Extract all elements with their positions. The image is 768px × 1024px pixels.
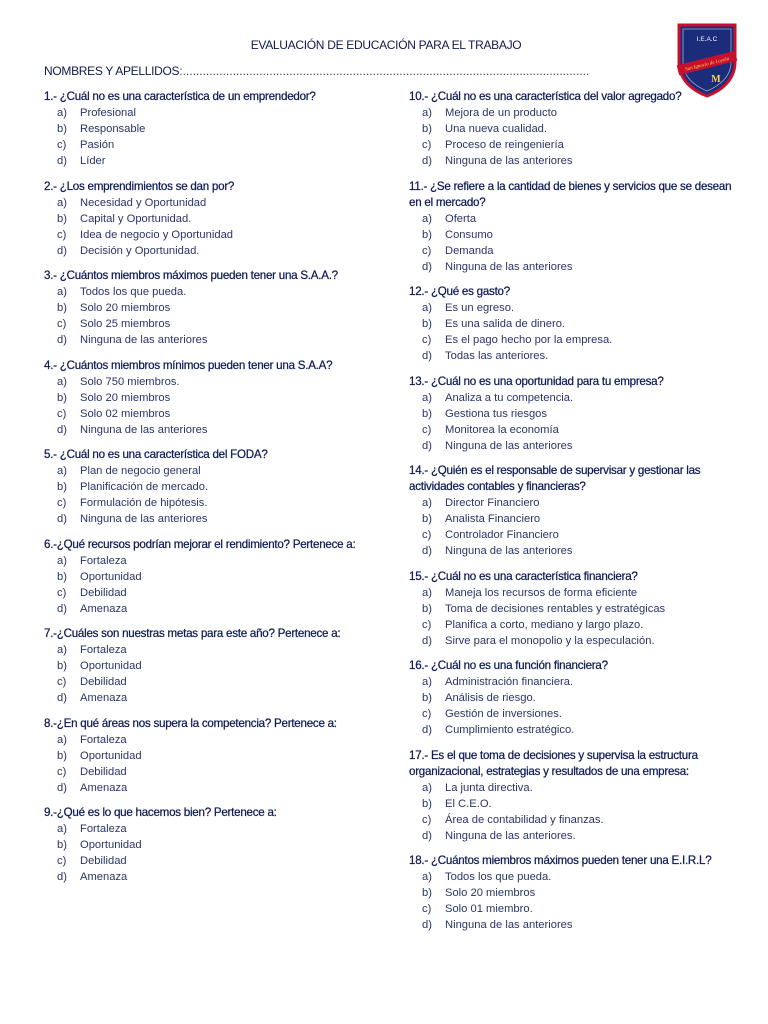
answer-option[interactable] bbox=[44, 869, 384, 885]
answer-option[interactable] bbox=[409, 543, 734, 559]
option-letter: c) bbox=[422, 423, 432, 436]
option-text: Fortaleza bbox=[80, 733, 127, 746]
answer-options bbox=[44, 821, 384, 885]
answer-option[interactable] bbox=[409, 227, 734, 243]
option-letter: b) bbox=[422, 692, 432, 704]
option-letter: c) bbox=[422, 903, 432, 915]
answer-option[interactable] bbox=[409, 585, 734, 601]
answer-option[interactable] bbox=[44, 137, 384, 153]
option-letter: d) bbox=[57, 781, 67, 794]
answer-option[interactable] bbox=[409, 869, 734, 885]
answer-options bbox=[44, 732, 384, 796]
option-text: Debilidad bbox=[80, 676, 127, 688]
answer-option[interactable] bbox=[44, 853, 384, 869]
option-letter: a) bbox=[422, 497, 432, 509]
option-text: Ninguna de las anteriores bbox=[445, 439, 573, 452]
question-block bbox=[44, 268, 384, 348]
option-letter: d) bbox=[422, 724, 432, 736]
answer-options bbox=[409, 869, 734, 933]
question-text: 3.- ¿Cuántos miembros máximos pueden tener una S.A.A.? bbox=[44, 269, 338, 282]
answer-option[interactable] bbox=[409, 316, 734, 332]
option-text: La junta directiva. bbox=[445, 781, 533, 794]
question-text: 2.- ¿Los emprendimientos se dan por? bbox=[44, 179, 235, 193]
answer-option[interactable] bbox=[409, 121, 734, 137]
option-letter: a) bbox=[422, 391, 432, 404]
question-text: 18.- ¿Cuántos miembros máximos pueden tener una E.I.R.L? bbox=[409, 854, 712, 867]
option-letter: b) bbox=[422, 887, 432, 899]
answer-options bbox=[44, 195, 384, 259]
answer-option[interactable] bbox=[409, 674, 734, 690]
answer-option[interactable] bbox=[409, 300, 734, 316]
answer-options bbox=[44, 284, 384, 348]
question-block bbox=[409, 748, 734, 844]
question-block bbox=[409, 89, 734, 169]
option-text: Oportunidad bbox=[80, 749, 142, 762]
question-text: 14.- ¿Quién es el responsable de supervisar y gestionar las actividades contables y financieras? bbox=[409, 464, 701, 493]
crest-monogram: M bbox=[711, 74, 721, 85]
option-letter: a) bbox=[57, 286, 67, 298]
option-letter: c) bbox=[57, 139, 67, 151]
option-letter: c) bbox=[57, 855, 67, 867]
answer-option[interactable] bbox=[409, 812, 734, 828]
answer-option[interactable] bbox=[44, 332, 384, 348]
answer-option[interactable] bbox=[409, 243, 734, 259]
answer-options bbox=[44, 642, 384, 706]
option-letter: a) bbox=[57, 733, 67, 746]
option-text: Solo 20 miembros bbox=[445, 887, 536, 899]
option-letter: a) bbox=[422, 781, 432, 794]
option-text: Demanda bbox=[445, 244, 494, 257]
answer-option[interactable] bbox=[44, 211, 384, 227]
option-text: Una nueva cualidad. bbox=[445, 123, 548, 135]
option-letter: d) bbox=[422, 919, 432, 931]
option-text: Ninguna de las anteriores bbox=[445, 155, 573, 167]
option-text: Planifica a corto, mediano y largo plazo. bbox=[445, 618, 644, 631]
question-text: 10.- ¿Cuál no es una característica del valor agregado? bbox=[409, 90, 682, 103]
option-text: Todas las anteriores. bbox=[445, 350, 549, 362]
option-text: Necesidad y Oportunidad bbox=[80, 196, 207, 209]
option-letter: a) bbox=[57, 465, 67, 477]
answer-option[interactable] bbox=[44, 374, 384, 390]
question-block bbox=[409, 853, 734, 933]
answer-option[interactable] bbox=[44, 390, 384, 406]
answer-option[interactable] bbox=[409, 422, 734, 438]
answer-option[interactable] bbox=[409, 211, 734, 227]
option-letter: a) bbox=[57, 554, 67, 567]
option-letter: d) bbox=[422, 260, 432, 273]
option-letter: a) bbox=[57, 823, 67, 835]
question-text: 7.-¿Cuáles son nuestras metas para este año? Pertenece a: bbox=[44, 627, 341, 640]
option-letter: b) bbox=[422, 797, 432, 810]
question-block bbox=[409, 374, 734, 454]
answer-option[interactable] bbox=[44, 601, 384, 617]
answer-option[interactable] bbox=[44, 821, 384, 837]
option-text: Amenaza bbox=[80, 602, 128, 615]
answer-options bbox=[409, 105, 734, 169]
option-text: Administración financiera. bbox=[445, 676, 574, 688]
option-letter: d) bbox=[422, 545, 432, 557]
option-letter: d) bbox=[57, 871, 67, 883]
option-letter: a) bbox=[422, 212, 432, 225]
option-letter: c) bbox=[57, 765, 67, 778]
option-letter: d) bbox=[57, 155, 67, 167]
answer-option[interactable] bbox=[409, 438, 734, 454]
option-letter: c) bbox=[422, 708, 432, 720]
answer-option[interactable] bbox=[409, 527, 734, 543]
question-block bbox=[44, 537, 384, 617]
option-letter: c) bbox=[422, 139, 432, 151]
answer-option[interactable] bbox=[409, 633, 734, 649]
question-block bbox=[44, 89, 384, 169]
answer-option[interactable] bbox=[409, 511, 734, 527]
option-text: Solo 02 miembros bbox=[80, 407, 171, 420]
answer-option[interactable] bbox=[409, 617, 734, 633]
answer-option[interactable] bbox=[44, 479, 384, 495]
question-block bbox=[44, 179, 384, 259]
option-text: Proceso de reingeniería bbox=[445, 139, 564, 151]
answer-options bbox=[44, 553, 384, 617]
option-text: Director Financiero bbox=[445, 497, 540, 509]
answer-option[interactable] bbox=[44, 300, 384, 316]
option-text: Es un egreso. bbox=[445, 302, 515, 314]
answer-option[interactable] bbox=[409, 690, 734, 706]
option-letter: b) bbox=[57, 123, 67, 135]
answer-option[interactable] bbox=[409, 706, 734, 722]
answer-option[interactable] bbox=[409, 917, 734, 933]
option-letter: b) bbox=[57, 391, 67, 404]
question-text: 13.- ¿Cuál no es una oportunidad para tu empresa? bbox=[409, 374, 664, 388]
answer-option[interactable] bbox=[409, 601, 734, 617]
option-letter: d) bbox=[57, 423, 67, 436]
option-text: Todos los que pueda. bbox=[80, 286, 187, 298]
option-letter: c) bbox=[422, 529, 432, 541]
answer-options bbox=[409, 390, 734, 454]
option-letter: b) bbox=[422, 513, 432, 525]
answer-option[interactable] bbox=[44, 316, 384, 332]
option-text: Formulación de hipótesis. bbox=[80, 497, 208, 509]
option-text: Oportunidad bbox=[80, 660, 142, 672]
answer-option[interactable] bbox=[44, 642, 384, 658]
answer-options bbox=[409, 674, 734, 738]
option-text: Sirve para el monopolio y la especulación. bbox=[445, 634, 655, 647]
option-letter: a) bbox=[422, 676, 432, 688]
answer-option[interactable] bbox=[44, 121, 384, 137]
option-letter: c) bbox=[57, 676, 67, 688]
option-letter: d) bbox=[57, 334, 67, 346]
option-letter: c) bbox=[57, 228, 67, 241]
question-text: 6.-¿Qué recursos podrían mejorar el rendimiento? Pertenece a: bbox=[44, 537, 356, 551]
answer-option[interactable] bbox=[44, 748, 384, 764]
option-text: Fortaleza bbox=[80, 644, 127, 656]
option-letter: b) bbox=[57, 660, 67, 672]
answer-option[interactable] bbox=[44, 406, 384, 422]
answer-options bbox=[409, 585, 734, 649]
option-text: Debilidad bbox=[80, 765, 127, 778]
option-text: Consumo bbox=[445, 228, 493, 241]
option-text: Amenaza bbox=[80, 692, 128, 704]
option-letter: b) bbox=[57, 749, 67, 762]
option-text: Fortaleza bbox=[80, 823, 127, 835]
question-block bbox=[44, 447, 384, 527]
option-letter: d) bbox=[422, 439, 432, 452]
questions-column-left bbox=[44, 89, 384, 895]
answer-option[interactable] bbox=[44, 105, 384, 121]
option-letter: b) bbox=[57, 481, 67, 493]
question-block bbox=[44, 358, 384, 438]
option-text: Ninguna de las anteriores. bbox=[445, 829, 576, 842]
option-letter: a) bbox=[422, 871, 432, 883]
answer-option[interactable] bbox=[409, 796, 734, 812]
answer-option[interactable] bbox=[409, 495, 734, 511]
answer-option[interactable] bbox=[409, 828, 734, 844]
question-text: 15.- ¿Cuál no es una característica financiera? bbox=[409, 569, 638, 583]
option-text: Ninguna de las anteriores bbox=[80, 513, 208, 525]
option-letter: d) bbox=[422, 829, 432, 842]
answer-option[interactable] bbox=[44, 422, 384, 438]
answer-option[interactable] bbox=[409, 153, 734, 169]
option-text: Solo 20 miembros bbox=[80, 391, 171, 404]
option-letter: c) bbox=[57, 407, 67, 420]
question-text: 17.- Es el que toma de decisiones y supervisa la estructura organizacional, estrategias y resultados de una empresa: bbox=[409, 748, 698, 778]
option-text: Solo 25 miembros bbox=[80, 318, 171, 330]
answer-option[interactable] bbox=[44, 585, 384, 601]
option-letter: b) bbox=[422, 123, 432, 135]
name-label: NOMBRES Y APELLIDOS bbox=[44, 64, 180, 78]
question-text: 4.- ¿Cuántos miembros mínimos pueden tener una S.A.A? bbox=[44, 358, 333, 372]
answer-option[interactable] bbox=[44, 837, 384, 853]
option-text: Planificación de mercado. bbox=[80, 481, 209, 493]
option-text: Decisión y Oportunidad. bbox=[80, 244, 200, 257]
document-title: EVALUACIÓN DE EDUCACIÓN PARA EL TRABAJO bbox=[250, 38, 522, 52]
option-letter: b) bbox=[57, 302, 67, 314]
answer-options bbox=[44, 463, 384, 527]
answer-option[interactable] bbox=[44, 553, 384, 569]
question-text: 11.- ¿Se refiere a la cantidad de bienes y servicios que se desean en el mercado? bbox=[409, 179, 732, 209]
option-letter: c) bbox=[57, 586, 67, 599]
option-text: Capital y Oportunidad. bbox=[80, 212, 192, 225]
answer-option[interactable] bbox=[44, 463, 384, 479]
question-text: 8.-¿En qué áreas nos supera la competencia? Pertenece a: bbox=[44, 716, 337, 730]
answer-option[interactable] bbox=[44, 195, 384, 211]
question-text: 9.-¿Qué es lo que hacemos bien? Pertenece a: bbox=[44, 806, 277, 819]
answer-option[interactable] bbox=[44, 569, 384, 585]
answer-option[interactable] bbox=[44, 243, 384, 259]
question-block bbox=[409, 284, 734, 364]
option-text: Oferta bbox=[445, 212, 477, 225]
question-text: 16.- ¿Cuál no es una función financiera? bbox=[409, 659, 608, 672]
school-crest-logo bbox=[676, 22, 738, 98]
answer-options bbox=[409, 780, 734, 844]
option-text: Cumplimiento estratégico. bbox=[445, 724, 575, 736]
option-text: Gestión de inversiones. bbox=[445, 708, 562, 720]
answer-option[interactable] bbox=[409, 901, 734, 917]
answer-option[interactable] bbox=[44, 153, 384, 169]
answer-options bbox=[44, 374, 384, 438]
option-letter: b) bbox=[57, 839, 67, 851]
option-letter: c) bbox=[57, 318, 67, 330]
question-block bbox=[409, 658, 734, 738]
question-block bbox=[409, 179, 734, 275]
answer-option[interactable] bbox=[44, 732, 384, 748]
answer-option[interactable] bbox=[409, 722, 734, 738]
option-letter: a) bbox=[422, 107, 432, 119]
answer-option[interactable] bbox=[44, 658, 384, 674]
option-text: Idea de negocio y Oportunidad bbox=[80, 228, 234, 241]
answer-option[interactable] bbox=[44, 227, 384, 243]
option-letter: a) bbox=[422, 586, 432, 599]
answer-option[interactable] bbox=[409, 105, 734, 121]
option-letter: b) bbox=[422, 407, 432, 420]
option-text: Pasión bbox=[80, 139, 115, 151]
option-text: Controlador Financiero bbox=[445, 529, 559, 541]
option-text: Fortaleza bbox=[80, 554, 127, 567]
option-text: Ninguna de las anteriores bbox=[80, 334, 208, 346]
answer-options bbox=[409, 300, 734, 364]
option-text: Líder bbox=[80, 155, 106, 167]
option-text: Gestiona tus riesgos bbox=[445, 407, 547, 420]
option-text: Todos los que pueda. bbox=[445, 871, 552, 883]
option-letter: c) bbox=[57, 497, 67, 509]
answer-option[interactable] bbox=[44, 780, 384, 796]
option-text: Es el pago hecho por la empresa. bbox=[445, 334, 613, 346]
answer-option[interactable] bbox=[409, 406, 734, 422]
option-text: Amenaza bbox=[80, 871, 128, 883]
crest-top-text: I.E.A.C bbox=[696, 36, 718, 43]
option-letter: c) bbox=[422, 813, 432, 826]
answer-option[interactable] bbox=[409, 780, 734, 796]
option-letter: b) bbox=[422, 318, 432, 330]
option-text: Oportunidad bbox=[80, 570, 142, 583]
option-text: Debilidad bbox=[80, 855, 127, 867]
option-letter: b) bbox=[57, 570, 67, 583]
option-text: Debilidad bbox=[80, 586, 127, 599]
crest-ribbon-text: San Ignacio de Loyola bbox=[684, 56, 730, 73]
option-text: Ninguna de las anteriores bbox=[445, 545, 573, 557]
option-letter: d) bbox=[57, 513, 67, 525]
question-text: 12.- ¿Qué es gasto? bbox=[409, 285, 510, 298]
question-text: 5.- ¿Cuál no es una característica del FODA? bbox=[44, 448, 268, 461]
name-field[interactable] bbox=[44, 64, 589, 78]
option-letter: b) bbox=[57, 212, 67, 225]
question-text: 1.- ¿Cuál no es una característica de un emprendedor? bbox=[44, 90, 316, 103]
option-text: Ninguna de las anteriores bbox=[80, 423, 208, 436]
answer-option[interactable] bbox=[409, 348, 734, 364]
option-text: Solo 01 miembro. bbox=[445, 903, 533, 915]
option-text: Analiza a tu competencia. bbox=[445, 391, 574, 404]
option-text: Profesional bbox=[80, 107, 136, 119]
option-letter: c) bbox=[422, 244, 432, 257]
answer-options bbox=[409, 211, 734, 275]
answer-option[interactable] bbox=[44, 764, 384, 780]
option-letter: d) bbox=[422, 155, 432, 167]
question-block bbox=[44, 805, 384, 885]
option-text: Área de contabilidad y finanzas. bbox=[445, 813, 604, 826]
option-letter: a) bbox=[57, 644, 67, 656]
answer-option[interactable] bbox=[44, 495, 384, 511]
name-dotted-line: :.......................................................................................................................... bbox=[179, 64, 590, 78]
option-text: Es una salida de dinero. bbox=[445, 318, 566, 330]
option-letter: c) bbox=[422, 618, 432, 631]
answer-option[interactable] bbox=[44, 674, 384, 690]
option-letter: a) bbox=[422, 302, 432, 314]
question-block bbox=[44, 716, 384, 796]
option-text: Plan de negocio general bbox=[80, 465, 201, 477]
option-letter: d) bbox=[422, 634, 432, 647]
answer-option[interactable] bbox=[409, 259, 734, 275]
option-letter: c) bbox=[422, 334, 432, 346]
option-letter: d) bbox=[422, 350, 432, 362]
answer-option[interactable] bbox=[44, 284, 384, 300]
option-text: Responsable bbox=[80, 123, 146, 135]
option-text: Mejora de un producto bbox=[445, 107, 557, 119]
answer-option[interactable] bbox=[44, 690, 384, 706]
answer-option[interactable] bbox=[409, 885, 734, 901]
option-letter: d) bbox=[57, 244, 67, 257]
option-text: Solo 20 miembros bbox=[80, 302, 171, 314]
option-text: Ninguna de las anteriores bbox=[445, 919, 573, 931]
answer-option[interactable] bbox=[409, 390, 734, 406]
option-text: Análisis de riesgo. bbox=[445, 692, 536, 704]
option-letter: b) bbox=[422, 228, 432, 241]
option-text: Toma de decisiones rentables y estratégicas bbox=[445, 602, 666, 615]
option-text: Monitorea la economía bbox=[445, 423, 559, 436]
option-text: Amenaza bbox=[80, 781, 128, 794]
answer-option[interactable] bbox=[409, 332, 734, 348]
answer-option[interactable] bbox=[409, 137, 734, 153]
question-block bbox=[44, 626, 384, 706]
answer-options bbox=[409, 495, 734, 559]
option-letter: b) bbox=[422, 602, 432, 615]
option-letter: a) bbox=[57, 107, 67, 119]
questions-column-right bbox=[409, 89, 734, 943]
option-text: Solo 750 miembros. bbox=[80, 375, 180, 388]
option-letter: d) bbox=[57, 692, 67, 704]
option-letter: d) bbox=[57, 602, 67, 615]
option-letter: a) bbox=[57, 375, 67, 388]
question-block bbox=[409, 569, 734, 649]
option-text: Oportunidad bbox=[80, 839, 142, 851]
answer-options bbox=[44, 105, 384, 169]
question-block bbox=[409, 463, 734, 559]
option-letter: a) bbox=[57, 196, 67, 209]
option-text: Analista Financiero bbox=[445, 513, 541, 525]
option-text: Ninguna de las anteriores bbox=[445, 260, 573, 273]
option-text: El C.E.O. bbox=[445, 797, 492, 810]
option-text: Maneja los recursos de forma eficiente bbox=[445, 586, 638, 599]
answer-option[interactable] bbox=[44, 511, 384, 527]
